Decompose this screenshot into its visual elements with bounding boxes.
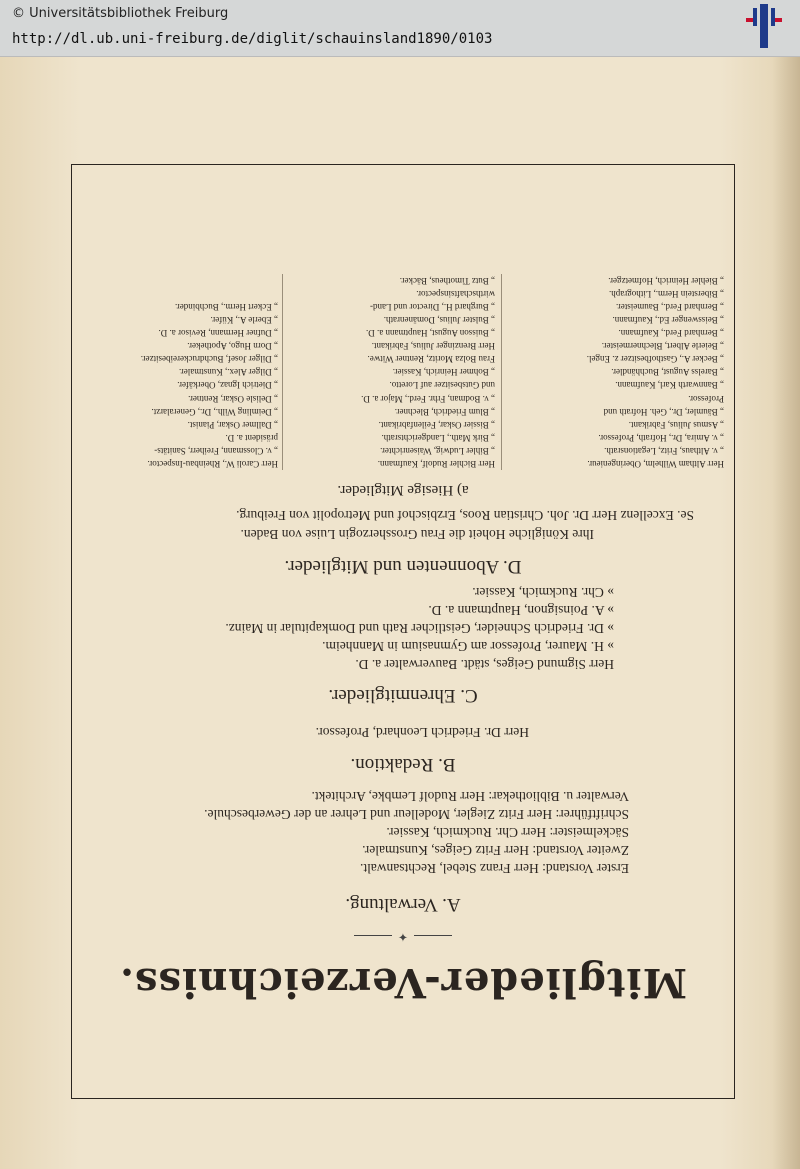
verwaltung-line: Zweiter Vorstand: Herr Fritz Geiges, Kunstmaler.: [362, 843, 629, 858]
member-entry: „ Blum Friedrich, Blechner.: [394, 406, 495, 417]
member-entry: wirthschaftsinspector.: [416, 288, 495, 299]
member-entry: „ Delisle Oskar, Rentner.: [188, 393, 278, 404]
member-entry: „ Dufner Hermann, Revisor a. D.: [158, 328, 278, 339]
copyright-notice: © Universitätsbibliothek Freiburg: [12, 6, 229, 21]
member-entry: „ Buisson August, Hauptmann a. D.: [366, 328, 495, 339]
member-entry: „ Beierle Albert, Blechnermeister.: [601, 341, 724, 352]
member-entry: Frau Bolza Moritz, Rentner Witwe.: [367, 354, 495, 365]
member-entry: „ Butz Timotheus, Bäcker.: [399, 275, 495, 286]
subheading-hiesige-mitglieder: a) Hiesige Mitglieder.: [337, 482, 469, 498]
page-binding-shadow: [772, 57, 800, 1169]
member-entry: „ Deimling Wilh., Dr., Generalarzt.: [151, 406, 278, 417]
member-entry: Herr Brenzinger Julius, Fabrikant.: [371, 341, 495, 352]
abonnenten-line: Se. Excellenz Herr Dr. Joh. Christian Roos, Erzbischof und Metropolit von Freiburg.: [236, 508, 694, 523]
ehrenmitglieder-line: » Dr. Friedrich Schneider, Geistlicher Rath und Domkapitular in Mainz.: [225, 621, 614, 636]
member-entry: „ Eckert Herm., Buchbinder.: [175, 301, 278, 312]
member-entry: „ Bernhard Ferd., Kaufmann.: [618, 328, 724, 339]
verwaltung-line: Säckelmeister: Herr Chr. Ruckmich, Kassier.: [386, 825, 629, 840]
member-entry: präsident a. D.: [225, 432, 278, 443]
redaktion-line: Herr Dr. Friedrich Leonhard, Professor.: [315, 725, 529, 740]
page-title: Mitglieder-Verzeichniss.: [119, 959, 687, 1006]
verwaltung-line: Verwalter u. Bibliothekar: Herr Rudolf Lembke, Architekt.: [311, 789, 629, 804]
abonnenten-line: Ihre Königliche Hoheit die Frau Grossherzogin Luise von Baden.: [240, 527, 594, 542]
document-url[interactable]: http://dl.ub.uni-freiburg.de/diglit/schauinsland1890/0103: [12, 31, 493, 47]
member-entry: Herr Caroli W., Rheinbau-Inspector.: [147, 459, 278, 469]
member-entry: „ Bihler Ludwig, Waisenrichter.: [380, 445, 495, 456]
title-ornament: ✦: [72, 929, 734, 944]
member-entry: „ v. Amira, Dr., Hofrath, Professor.: [598, 432, 724, 443]
member-columns: [74, 260, 734, 470]
member-entry: „ Biberstein Herm., Lithograph.: [609, 288, 724, 299]
ehrenmitglieder-line: » Chr. Ruckmich, Kassier.: [472, 585, 614, 600]
member-column-3: [78, 300, 278, 470]
rotated-page-content: [72, 165, 734, 1098]
member-entry: „ Becker A., Gasthofbesitzer z. Engel.: [586, 354, 724, 365]
member-entry: „ Bissier Oskar, Feilenfabrikant.: [378, 419, 495, 430]
heading-ehrenmitglieder: C. Ehrenmitglieder.: [328, 685, 478, 706]
verwaltung-line: Schriftführer: Herr Fritz Ziegler, Modelleur und Lehrer an der Gewerbeschule.: [204, 807, 629, 822]
member-entry: „ Bannwarth Karl, Kaufmann.: [615, 380, 724, 391]
heading-redaktion: B. Redaktion.: [350, 754, 456, 775]
ehrenmitglieder-line: » A. Poinsignon, Hauptmann a. D.: [428, 603, 614, 618]
member-column-1: [512, 274, 724, 470]
page-frame: [71, 164, 735, 1099]
member-entry: Professor.: [688, 393, 724, 404]
heading-abonnenten: D. Abonnenten und Mitglieder.: [284, 556, 522, 577]
member-entry: „ Dilger Alex., Kunstmaler.: [179, 367, 278, 378]
member-entry: „ Bulster Julius, Domänenrath.: [383, 314, 495, 325]
member-entry: „ v. Bodman, Frhr. Ferd., Major a. D.: [361, 393, 495, 404]
member-entry: „ Bäumler, Dr., Geh. Hofrath und: [603, 406, 724, 417]
member-entry: Herr Bichler Rudolf, Kaufmann.: [377, 459, 495, 469]
member-entry: „ Bohmer Heinrich, Kassier.: [392, 367, 495, 378]
member-entry: „ Asmus Julius, Fabrikant.: [628, 419, 724, 430]
member-entry: „ Bernhard Ferd., Baumeister.: [616, 301, 724, 312]
member-entry: „ Burghard H., Director und Land-: [369, 301, 495, 312]
heading-verwaltung: A. Verwaltung.: [345, 894, 461, 915]
viewer-header: [0, 0, 800, 57]
member-entry: „ v. Althaus, Fritz, Legationsrath.: [604, 445, 724, 456]
member-entry: „ Dorn Hugo, Apotheker.: [187, 341, 278, 352]
university-logo-icon: [740, 4, 788, 48]
member-entry: und Gutsbesitzer auf Loretto.: [389, 380, 495, 391]
verwaltung-line: Erster Vorstand: Herr Franz Stebel, Rechtsanwalt.: [359, 861, 629, 876]
member-column-2: [282, 274, 502, 470]
member-entry: „ Dallmer Oskar, Pianist.: [187, 419, 278, 430]
member-entry: „ Biehler Heinrich, Hofmetzger.: [608, 275, 724, 286]
member-entry: „ Eberle A., Küfer.: [210, 314, 278, 325]
member-entry: „ v. Clossmann, Freiherr, Sanitäts-: [154, 445, 278, 456]
member-entry: „ Barelss August, Buchhändler.: [611, 367, 724, 378]
member-entry: „ Birk Math., Landgerichtsrath.: [381, 432, 495, 443]
member-entry: „ Dilger Josef, Buchdruckereibesitzer.: [140, 354, 278, 365]
member-entry: Herr Altham Wilhelm, Oberingenieur.: [587, 459, 724, 469]
member-entry: „ Dietrich Ignaz, Oberkäfer.: [177, 380, 278, 391]
ehrenmitglieder-line: Herr Sigmund Geiges, städt. Bauverwalter a. D.: [355, 657, 614, 672]
ehrenmitglieder-line: » H. Maurer, Professor am Gymnasium in Mannheim.: [322, 639, 614, 654]
member-entry: „ Beisswenger Ed., Kaufmann.: [612, 314, 724, 325]
